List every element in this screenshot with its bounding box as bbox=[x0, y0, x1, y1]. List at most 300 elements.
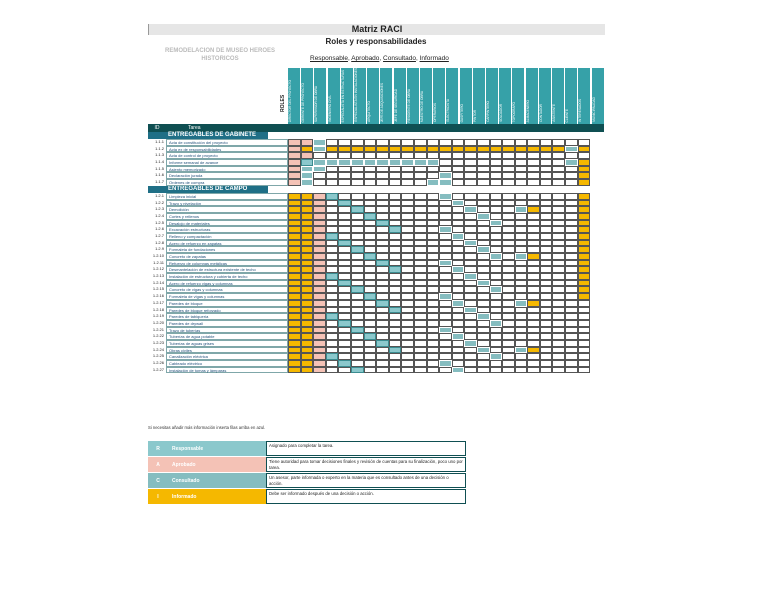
raci-cell[interactable] bbox=[540, 280, 553, 287]
raci-cell[interactable] bbox=[288, 253, 301, 260]
raci-cell[interactable] bbox=[565, 360, 578, 367]
raci-cell[interactable] bbox=[376, 260, 389, 267]
raci-cell[interactable] bbox=[552, 213, 565, 220]
raci-cell[interactable] bbox=[477, 347, 490, 354]
raci-cell[interactable] bbox=[565, 333, 578, 340]
raci-cell[interactable] bbox=[490, 233, 503, 240]
raci-cell[interactable] bbox=[338, 340, 351, 347]
raci-cell[interactable] bbox=[565, 206, 578, 213]
raci-cell[interactable] bbox=[301, 200, 314, 207]
raci-cell[interactable] bbox=[552, 220, 565, 227]
raci-cell[interactable] bbox=[464, 313, 477, 320]
raci-cell[interactable] bbox=[414, 313, 427, 320]
raci-cell[interactable] bbox=[527, 260, 540, 267]
raci-cell[interactable] bbox=[326, 213, 339, 220]
raci-cell[interactable] bbox=[477, 146, 490, 153]
raci-cell[interactable] bbox=[288, 220, 301, 227]
raci-cell[interactable] bbox=[364, 246, 377, 253]
raci-cell[interactable] bbox=[578, 300, 591, 307]
raci-cell[interactable] bbox=[502, 179, 515, 186]
raci-cell[interactable] bbox=[301, 193, 314, 200]
raci-cell[interactable] bbox=[464, 146, 477, 153]
raci-cell[interactable] bbox=[313, 146, 326, 153]
raci-cell[interactable] bbox=[552, 152, 565, 159]
raci-cell[interactable] bbox=[376, 307, 389, 314]
raci-cell[interactable] bbox=[452, 146, 465, 153]
raci-cell[interactable] bbox=[515, 300, 528, 307]
raci-cell[interactable] bbox=[490, 340, 503, 347]
raci-cell[interactable] bbox=[490, 360, 503, 367]
raci-cell[interactable] bbox=[427, 213, 440, 220]
raci-cell[interactable] bbox=[477, 139, 490, 146]
raci-cell[interactable] bbox=[301, 353, 314, 360]
raci-cell[interactable] bbox=[326, 166, 339, 173]
raci-cell[interactable] bbox=[439, 320, 452, 327]
raci-cell[interactable] bbox=[490, 333, 503, 340]
raci-cell[interactable] bbox=[313, 347, 326, 354]
raci-cell[interactable] bbox=[452, 353, 465, 360]
raci-cell[interactable] bbox=[552, 139, 565, 146]
raci-cell[interactable] bbox=[490, 246, 503, 253]
raci-cell[interactable] bbox=[313, 360, 326, 367]
raci-cell[interactable] bbox=[427, 327, 440, 334]
raci-cell[interactable] bbox=[565, 152, 578, 159]
raci-cell[interactable] bbox=[464, 293, 477, 300]
raci-cell[interactable] bbox=[477, 320, 490, 327]
raci-cell[interactable] bbox=[389, 172, 402, 179]
raci-cell[interactable] bbox=[565, 246, 578, 253]
raci-cell[interactable] bbox=[313, 172, 326, 179]
raci-cell[interactable] bbox=[452, 313, 465, 320]
raci-cell[interactable] bbox=[490, 146, 503, 153]
raci-cell[interactable] bbox=[313, 307, 326, 314]
raci-cell[interactable] bbox=[540, 159, 553, 166]
raci-cell[interactable] bbox=[301, 340, 314, 347]
raci-cell[interactable] bbox=[389, 360, 402, 367]
raci-cell[interactable] bbox=[540, 300, 553, 307]
raci-cell[interactable] bbox=[552, 333, 565, 340]
raci-cell[interactable] bbox=[515, 240, 528, 247]
raci-cell[interactable] bbox=[552, 293, 565, 300]
raci-cell[interactable] bbox=[490, 367, 503, 374]
raci-cell[interactable] bbox=[452, 260, 465, 267]
raci-cell[interactable] bbox=[364, 320, 377, 327]
raci-cell[interactable] bbox=[477, 200, 490, 207]
raci-cell[interactable] bbox=[326, 220, 339, 227]
raci-cell[interactable] bbox=[540, 240, 553, 247]
raci-cell[interactable] bbox=[527, 300, 540, 307]
raci-cell[interactable] bbox=[490, 286, 503, 293]
raci-cell[interactable] bbox=[313, 293, 326, 300]
raci-cell[interactable] bbox=[351, 313, 364, 320]
raci-cell[interactable] bbox=[439, 293, 452, 300]
raci-cell[interactable] bbox=[338, 327, 351, 334]
raci-cell[interactable] bbox=[439, 253, 452, 260]
raci-cell[interactable] bbox=[439, 327, 452, 334]
raci-cell[interactable] bbox=[313, 213, 326, 220]
raci-cell[interactable] bbox=[452, 166, 465, 173]
raci-cell[interactable] bbox=[351, 152, 364, 159]
raci-cell[interactable] bbox=[439, 179, 452, 186]
raci-cell[interactable] bbox=[364, 300, 377, 307]
raci-cell[interactable] bbox=[565, 286, 578, 293]
raci-cell[interactable] bbox=[389, 159, 402, 166]
raci-cell[interactable] bbox=[452, 200, 465, 207]
raci-cell[interactable] bbox=[288, 152, 301, 159]
raci-cell[interactable] bbox=[288, 213, 301, 220]
row-task[interactable]: Excavación estructuras bbox=[166, 226, 288, 233]
raci-cell[interactable] bbox=[401, 200, 414, 207]
raci-cell[interactable] bbox=[338, 246, 351, 253]
raci-cell[interactable] bbox=[464, 353, 477, 360]
raci-cell[interactable] bbox=[376, 213, 389, 220]
raci-cell[interactable] bbox=[414, 253, 427, 260]
raci-cell[interactable] bbox=[401, 320, 414, 327]
raci-cell[interactable] bbox=[414, 206, 427, 213]
raci-cell[interactable] bbox=[301, 333, 314, 340]
raci-cell[interactable] bbox=[401, 159, 414, 166]
raci-cell[interactable] bbox=[527, 327, 540, 334]
row-task[interactable]: Canalización eléctrica bbox=[166, 353, 288, 360]
raci-cell[interactable] bbox=[452, 193, 465, 200]
raci-cell[interactable] bbox=[364, 260, 377, 267]
raci-cell[interactable] bbox=[578, 327, 591, 334]
raci-cell[interactable] bbox=[389, 246, 402, 253]
raci-cell[interactable] bbox=[351, 260, 364, 267]
raci-cell[interactable] bbox=[351, 213, 364, 220]
raci-cell[interactable] bbox=[376, 266, 389, 273]
raci-cell[interactable] bbox=[301, 367, 314, 374]
row-task[interactable]: Obras civiles bbox=[166, 347, 288, 354]
raci-cell[interactable] bbox=[414, 353, 427, 360]
raci-cell[interactable] bbox=[540, 213, 553, 220]
raci-cell[interactable] bbox=[364, 313, 377, 320]
row-task[interactable]: Concreto de vigas y columnas bbox=[166, 286, 288, 293]
raci-cell[interactable] bbox=[540, 172, 553, 179]
raci-cell[interactable] bbox=[401, 307, 414, 314]
raci-cell[interactable] bbox=[578, 146, 591, 153]
raci-cell[interactable] bbox=[288, 233, 301, 240]
raci-cell[interactable] bbox=[301, 273, 314, 280]
raci-cell[interactable] bbox=[477, 152, 490, 159]
raci-cell[interactable] bbox=[389, 313, 402, 320]
raci-cell[interactable] bbox=[326, 313, 339, 320]
raci-cell[interactable] bbox=[552, 367, 565, 374]
raci-cell[interactable] bbox=[401, 246, 414, 253]
raci-cell[interactable] bbox=[364, 146, 377, 153]
raci-cell[interactable] bbox=[502, 240, 515, 247]
raci-cell[interactable] bbox=[288, 193, 301, 200]
raci-cell[interactable] bbox=[578, 220, 591, 227]
raci-cell[interactable] bbox=[565, 320, 578, 327]
raci-cell[interactable] bbox=[401, 240, 414, 247]
raci-cell[interactable] bbox=[389, 166, 402, 173]
raci-cell[interactable] bbox=[414, 193, 427, 200]
raci-cell[interactable] bbox=[565, 159, 578, 166]
raci-cell[interactable] bbox=[313, 159, 326, 166]
raci-cell[interactable] bbox=[477, 240, 490, 247]
raci-cell[interactable] bbox=[288, 172, 301, 179]
raci-cell[interactable] bbox=[427, 246, 440, 253]
raci-cell[interactable] bbox=[376, 240, 389, 247]
raci-cell[interactable] bbox=[351, 172, 364, 179]
raci-cell[interactable] bbox=[427, 300, 440, 307]
raci-cell[interactable] bbox=[540, 313, 553, 320]
raci-cell[interactable] bbox=[313, 226, 326, 233]
raci-cell[interactable] bbox=[552, 313, 565, 320]
raci-cell[interactable] bbox=[376, 166, 389, 173]
raci-cell[interactable] bbox=[301, 166, 314, 173]
raci-cell[interactable] bbox=[427, 286, 440, 293]
raci-cell[interactable] bbox=[313, 139, 326, 146]
raci-cell[interactable] bbox=[527, 347, 540, 354]
raci-cell[interactable] bbox=[515, 340, 528, 347]
raci-cell[interactable] bbox=[515, 260, 528, 267]
raci-cell[interactable] bbox=[401, 253, 414, 260]
raci-cell[interactable] bbox=[439, 166, 452, 173]
raci-cell[interactable] bbox=[527, 146, 540, 153]
raci-cell[interactable] bbox=[515, 233, 528, 240]
raci-cell[interactable] bbox=[389, 353, 402, 360]
raci-cell[interactable] bbox=[578, 273, 591, 280]
raci-cell[interactable] bbox=[313, 320, 326, 327]
raci-cell[interactable] bbox=[326, 347, 339, 354]
raci-cell[interactable] bbox=[515, 206, 528, 213]
raci-cell[interactable] bbox=[389, 266, 402, 273]
raci-cell[interactable] bbox=[515, 152, 528, 159]
raci-cell[interactable] bbox=[502, 200, 515, 207]
raci-cell[interactable] bbox=[464, 172, 477, 179]
raci-cell[interactable] bbox=[439, 206, 452, 213]
raci-cell[interactable] bbox=[338, 307, 351, 314]
raci-cell[interactable] bbox=[452, 253, 465, 260]
raci-cell[interactable] bbox=[401, 152, 414, 159]
raci-cell[interactable] bbox=[490, 152, 503, 159]
raci-cell[interactable] bbox=[351, 360, 364, 367]
raci-cell[interactable] bbox=[401, 333, 414, 340]
raci-cell[interactable] bbox=[364, 353, 377, 360]
raci-cell[interactable] bbox=[565, 226, 578, 233]
raci-cell[interactable] bbox=[414, 266, 427, 273]
raci-cell[interactable] bbox=[452, 280, 465, 287]
raci-cell[interactable] bbox=[376, 273, 389, 280]
raci-cell[interactable] bbox=[389, 333, 402, 340]
raci-cell[interactable] bbox=[313, 333, 326, 340]
raci-cell[interactable] bbox=[364, 213, 377, 220]
raci-cell[interactable] bbox=[515, 367, 528, 374]
raci-cell[interactable] bbox=[552, 253, 565, 260]
raci-cell[interactable] bbox=[452, 293, 465, 300]
raci-cell[interactable] bbox=[364, 152, 377, 159]
raci-cell[interactable] bbox=[565, 139, 578, 146]
raci-cell[interactable] bbox=[401, 340, 414, 347]
raci-cell[interactable] bbox=[376, 139, 389, 146]
raci-cell[interactable] bbox=[490, 206, 503, 213]
row-task[interactable]: Instalación de estructura y cubierta de techo bbox=[166, 273, 288, 280]
raci-cell[interactable] bbox=[527, 273, 540, 280]
raci-cell[interactable] bbox=[389, 367, 402, 374]
raci-cell[interactable] bbox=[515, 347, 528, 354]
raci-cell[interactable] bbox=[502, 253, 515, 260]
raci-cell[interactable] bbox=[288, 300, 301, 307]
raci-cell[interactable] bbox=[515, 193, 528, 200]
raci-cell[interactable] bbox=[301, 159, 314, 166]
raci-cell[interactable] bbox=[338, 206, 351, 213]
raci-cell[interactable] bbox=[401, 347, 414, 354]
raci-cell[interactable] bbox=[515, 200, 528, 207]
raci-cell[interactable] bbox=[464, 166, 477, 173]
raci-cell[interactable] bbox=[578, 139, 591, 146]
raci-cell[interactable] bbox=[364, 333, 377, 340]
raci-cell[interactable] bbox=[301, 286, 314, 293]
raci-cell[interactable] bbox=[414, 139, 427, 146]
raci-cell[interactable] bbox=[288, 139, 301, 146]
raci-cell[interactable] bbox=[313, 353, 326, 360]
raci-cell[interactable] bbox=[464, 266, 477, 273]
raci-cell[interactable] bbox=[389, 200, 402, 207]
raci-cell[interactable] bbox=[338, 353, 351, 360]
raci-cell[interactable] bbox=[578, 246, 591, 253]
raci-cell[interactable] bbox=[401, 313, 414, 320]
raci-cell[interactable] bbox=[527, 240, 540, 247]
raci-cell[interactable] bbox=[464, 367, 477, 374]
raci-cell[interactable] bbox=[427, 220, 440, 227]
raci-cell[interactable] bbox=[565, 300, 578, 307]
raci-cell[interactable] bbox=[578, 313, 591, 320]
raci-cell[interactable] bbox=[439, 213, 452, 220]
raci-cell[interactable] bbox=[578, 179, 591, 186]
raci-cell[interactable] bbox=[477, 280, 490, 287]
raci-cell[interactable] bbox=[288, 286, 301, 293]
raci-cell[interactable] bbox=[288, 179, 301, 186]
raci-cell[interactable] bbox=[401, 280, 414, 287]
raci-cell[interactable] bbox=[427, 367, 440, 374]
raci-cell[interactable] bbox=[540, 179, 553, 186]
raci-cell[interactable] bbox=[376, 320, 389, 327]
raci-cell[interactable] bbox=[464, 193, 477, 200]
raci-cell[interactable] bbox=[540, 193, 553, 200]
raci-cell[interactable] bbox=[389, 280, 402, 287]
raci-cell[interactable] bbox=[326, 286, 339, 293]
raci-cell[interactable] bbox=[414, 347, 427, 354]
raci-cell[interactable] bbox=[477, 293, 490, 300]
raci-cell[interactable] bbox=[490, 293, 503, 300]
raci-cell[interactable] bbox=[326, 146, 339, 153]
raci-cell[interactable] bbox=[414, 179, 427, 186]
raci-cell[interactable] bbox=[427, 293, 440, 300]
raci-cell[interactable] bbox=[540, 253, 553, 260]
raci-cell[interactable] bbox=[313, 273, 326, 280]
raci-cell[interactable] bbox=[552, 179, 565, 186]
raci-cell[interactable] bbox=[389, 300, 402, 307]
raci-cell[interactable] bbox=[502, 146, 515, 153]
raci-cell[interactable] bbox=[515, 333, 528, 340]
raci-cell[interactable] bbox=[338, 333, 351, 340]
raci-cell[interactable] bbox=[288, 146, 301, 153]
raci-cell[interactable] bbox=[540, 260, 553, 267]
raci-cell[interactable] bbox=[351, 266, 364, 273]
raci-cell[interactable] bbox=[351, 146, 364, 153]
raci-cell[interactable] bbox=[364, 179, 377, 186]
raci-cell[interactable] bbox=[565, 307, 578, 314]
raci-cell[interactable] bbox=[376, 146, 389, 153]
raci-cell[interactable] bbox=[527, 266, 540, 273]
raci-cell[interactable] bbox=[313, 340, 326, 347]
raci-cell[interactable] bbox=[414, 226, 427, 233]
raci-cell[interactable] bbox=[301, 360, 314, 367]
raci-cell[interactable] bbox=[578, 333, 591, 340]
raci-cell[interactable] bbox=[364, 206, 377, 213]
raci-cell[interactable] bbox=[376, 367, 389, 374]
raci-cell[interactable] bbox=[313, 300, 326, 307]
raci-cell[interactable] bbox=[552, 347, 565, 354]
raci-cell[interactable] bbox=[578, 206, 591, 213]
raci-cell[interactable] bbox=[565, 367, 578, 374]
raci-cell[interactable] bbox=[427, 253, 440, 260]
raci-cell[interactable] bbox=[502, 307, 515, 314]
raci-cell[interactable] bbox=[288, 327, 301, 334]
raci-cell[interactable] bbox=[338, 233, 351, 240]
raci-cell[interactable] bbox=[502, 320, 515, 327]
raci-cell[interactable] bbox=[464, 273, 477, 280]
raci-cell[interactable] bbox=[477, 206, 490, 213]
raci-cell[interactable] bbox=[326, 327, 339, 334]
raci-cell[interactable] bbox=[338, 300, 351, 307]
row-task[interactable]: Relleno y compactación bbox=[166, 233, 288, 240]
raci-cell[interactable] bbox=[301, 233, 314, 240]
raci-cell[interactable] bbox=[301, 253, 314, 260]
raci-cell[interactable] bbox=[477, 286, 490, 293]
raci-cell[interactable] bbox=[490, 240, 503, 247]
raci-cell[interactable] bbox=[464, 333, 477, 340]
raci-cell[interactable] bbox=[401, 300, 414, 307]
raci-cell[interactable] bbox=[301, 307, 314, 314]
raci-cell[interactable] bbox=[452, 333, 465, 340]
raci-cell[interactable] bbox=[376, 340, 389, 347]
raci-cell[interactable] bbox=[376, 300, 389, 307]
raci-cell[interactable] bbox=[552, 240, 565, 247]
raci-cell[interactable] bbox=[427, 260, 440, 267]
raci-cell[interactable] bbox=[452, 266, 465, 273]
raci-cell[interactable] bbox=[578, 193, 591, 200]
raci-cell[interactable] bbox=[338, 320, 351, 327]
raci-cell[interactable] bbox=[540, 246, 553, 253]
raci-cell[interactable] bbox=[301, 280, 314, 287]
raci-cell[interactable] bbox=[452, 213, 465, 220]
raci-cell[interactable] bbox=[338, 293, 351, 300]
raci-cell[interactable] bbox=[338, 159, 351, 166]
raci-cell[interactable] bbox=[313, 327, 326, 334]
raci-cell[interactable] bbox=[565, 293, 578, 300]
raci-cell[interactable] bbox=[578, 200, 591, 207]
raci-cell[interactable] bbox=[552, 233, 565, 240]
raci-cell[interactable] bbox=[515, 172, 528, 179]
raci-cell[interactable] bbox=[376, 159, 389, 166]
raci-cell[interactable] bbox=[439, 353, 452, 360]
raci-cell[interactable] bbox=[515, 179, 528, 186]
row-task[interactable]: Formaleta de fundaciones bbox=[166, 246, 288, 253]
raci-cell[interactable] bbox=[502, 246, 515, 253]
raci-cell[interactable] bbox=[401, 367, 414, 374]
raci-cell[interactable] bbox=[565, 340, 578, 347]
raci-cell[interactable] bbox=[427, 200, 440, 207]
raci-cell[interactable] bbox=[376, 152, 389, 159]
raci-cell[interactable] bbox=[565, 200, 578, 207]
raci-cell[interactable] bbox=[477, 360, 490, 367]
raci-cell[interactable] bbox=[527, 353, 540, 360]
raci-cell[interactable] bbox=[452, 367, 465, 374]
raci-cell[interactable] bbox=[351, 307, 364, 314]
